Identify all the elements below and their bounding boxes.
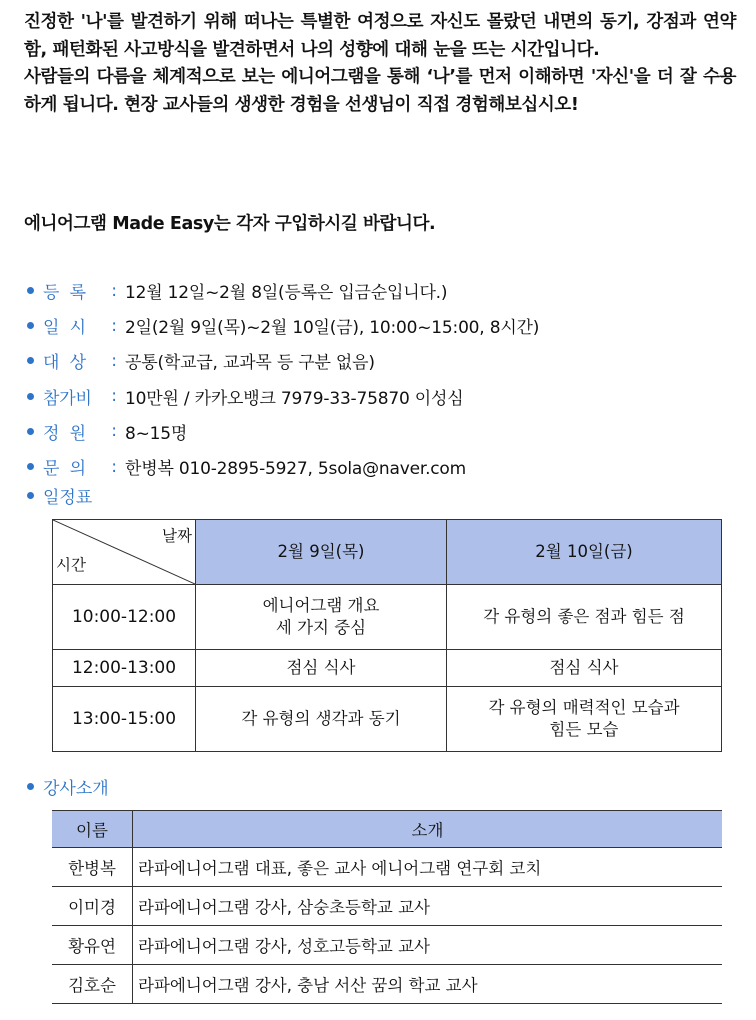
schedule-table: [52, 519, 722, 752]
instructor-desc: 라파에니어그램 강사, 충남 서산 꿈의 학교 교사: [133, 965, 723, 1004]
schedule-day1-cell: [196, 650, 447, 687]
info-registration: [24, 273, 736, 308]
info-value: 10만원 / 카카오뱅크 7979-33-75870 이성심: [125, 388, 464, 409]
instructors-header-name: 이름: [52, 811, 133, 848]
info-colon: :: [111, 315, 117, 336]
info-colon: :: [111, 280, 117, 301]
info-colon: :: [111, 421, 117, 442]
schedule-row: [53, 687, 722, 752]
instructor-row: [52, 848, 722, 887]
bullet-icon: [27, 287, 34, 294]
cell-line: 각 유형의 매력적인 모습과: [488, 698, 680, 717]
cell-line: 각 유형의 좋은 점과 힘든 점: [483, 607, 685, 626]
info-target: [24, 343, 736, 378]
schedule-row: [53, 585, 722, 650]
instructor-row: [52, 887, 722, 926]
info-fee: [24, 379, 736, 414]
instructors-header-desc: 소개: [133, 811, 723, 848]
info-label: 대 상: [43, 353, 86, 374]
info-label: 정 원: [43, 423, 86, 444]
schedule-header-row: [53, 520, 722, 585]
instructor-row: [52, 965, 722, 1004]
info-colon: :: [111, 350, 117, 371]
schedule-day2-cell: [447, 585, 722, 650]
bullet-icon: [27, 393, 34, 400]
corner-time-label: 시간: [56, 556, 86, 574]
schedule-day2-cell: [447, 687, 722, 752]
instructor-desc: 라파에니어그램 강사, 성호고등학교 교사: [133, 926, 723, 965]
bullet-icon: [27, 783, 34, 790]
info-value: 8~15명: [125, 423, 188, 444]
schedule-title: [24, 483, 92, 507]
instructor-name: 이미경: [52, 887, 133, 926]
schedule-corner-cell: [53, 520, 196, 585]
instructor-name: 김호순: [52, 965, 133, 1004]
info-colon: :: [111, 456, 117, 477]
info-value: 12월 12일~2월 8일(등록은 입금순입니다.): [125, 283, 448, 304]
info-capacity: [24, 414, 736, 449]
schedule-day1-cell: [196, 585, 447, 650]
instructor-desc: 라파에니어그램 강사, 삼숭초등학교 교사: [133, 887, 723, 926]
schedule-title-text: 일정표: [43, 487, 93, 508]
cell-line: 힘든 모습: [549, 720, 619, 739]
schedule-time: 13:00-15:00: [53, 687, 196, 752]
info-contact: [24, 449, 736, 484]
schedule-header-day1: 2월 9일(목): [196, 520, 447, 585]
bullet-icon: [27, 428, 34, 435]
schedule-time: 12:00-13:00: [53, 650, 196, 687]
intro-paragraph-1: 진정한 '나'를 발견하기 위해 떠나는 특별한 여정으로 자신도 몰랐던 내면의 동기, 강점과 연약함, 패턴화된 사고방식을 발견하면서 나의 성향에 대해 눈을 뜨는 시간입니다.: [24, 12, 736, 60]
bullet-icon: [27, 322, 34, 329]
instructor-name: 황유연: [52, 926, 133, 965]
info-label: 등 록: [43, 283, 86, 304]
schedule-header-day2: 2월 10일(금): [447, 520, 722, 585]
schedule-time: 10:00-12:00: [53, 585, 196, 650]
info-label: 일 시: [43, 318, 86, 339]
info-value: 공통(학교급, 교과목 등 구분 없음): [125, 353, 375, 374]
cell-line: 점심 식사: [549, 658, 619, 677]
instructor-desc: 라파에니어그램 대표, 좋은 교사 에니어그램 연구회 코치: [133, 848, 723, 887]
instructors-table: [52, 810, 722, 1004]
bullet-icon: [27, 492, 34, 499]
info-list: [24, 273, 736, 484]
instructors-header-row: [52, 811, 722, 848]
bullet-icon: [27, 463, 34, 470]
info-value: 2일(2월 9일(목)~2월 10일(금), 10:00~15:00, 8시간): [125, 318, 540, 339]
info-value: 한병복 010-2895-5927, 5sola@naver.com: [125, 459, 466, 480]
intro-paragraph-2: 사람들의 다름을 체계적으로 보는 에니어그램을 통해 ‘나’를 먼저 이해하면 '자신'을 더 잘 수용하게 됩니다. 현장 교사들의 생생한 경험을 선생님이 직접 경험해보십시오!: [24, 67, 736, 115]
info-colon: :: [111, 386, 117, 407]
info-label: 참가비: [43, 388, 92, 409]
instructor-row: [52, 926, 722, 965]
instructors-title: [24, 774, 109, 798]
bullet-icon: [27, 357, 34, 364]
corner-date-label: 날짜: [162, 527, 192, 545]
info-label: 문 의: [43, 459, 86, 480]
cell-line: 각 유형의 생각과 동기: [241, 709, 401, 728]
schedule-day2-cell: [447, 650, 722, 687]
intro-text: [24, 9, 736, 119]
schedule-day1-cell: [196, 687, 447, 752]
info-date: [24, 308, 736, 343]
instructors-title-text: 강사소개: [43, 778, 109, 799]
cell-line: 에니어그램 개요: [262, 596, 380, 615]
cell-line: 점심 식사: [286, 658, 356, 677]
schedule-row: [53, 650, 722, 687]
cell-line: 세 가지 중심: [275, 618, 367, 637]
book-notice: 에니어그램 Made Easy는 각자 구입하시길 바랍니다.: [24, 214, 436, 234]
instructor-name: 한병복: [52, 848, 133, 887]
